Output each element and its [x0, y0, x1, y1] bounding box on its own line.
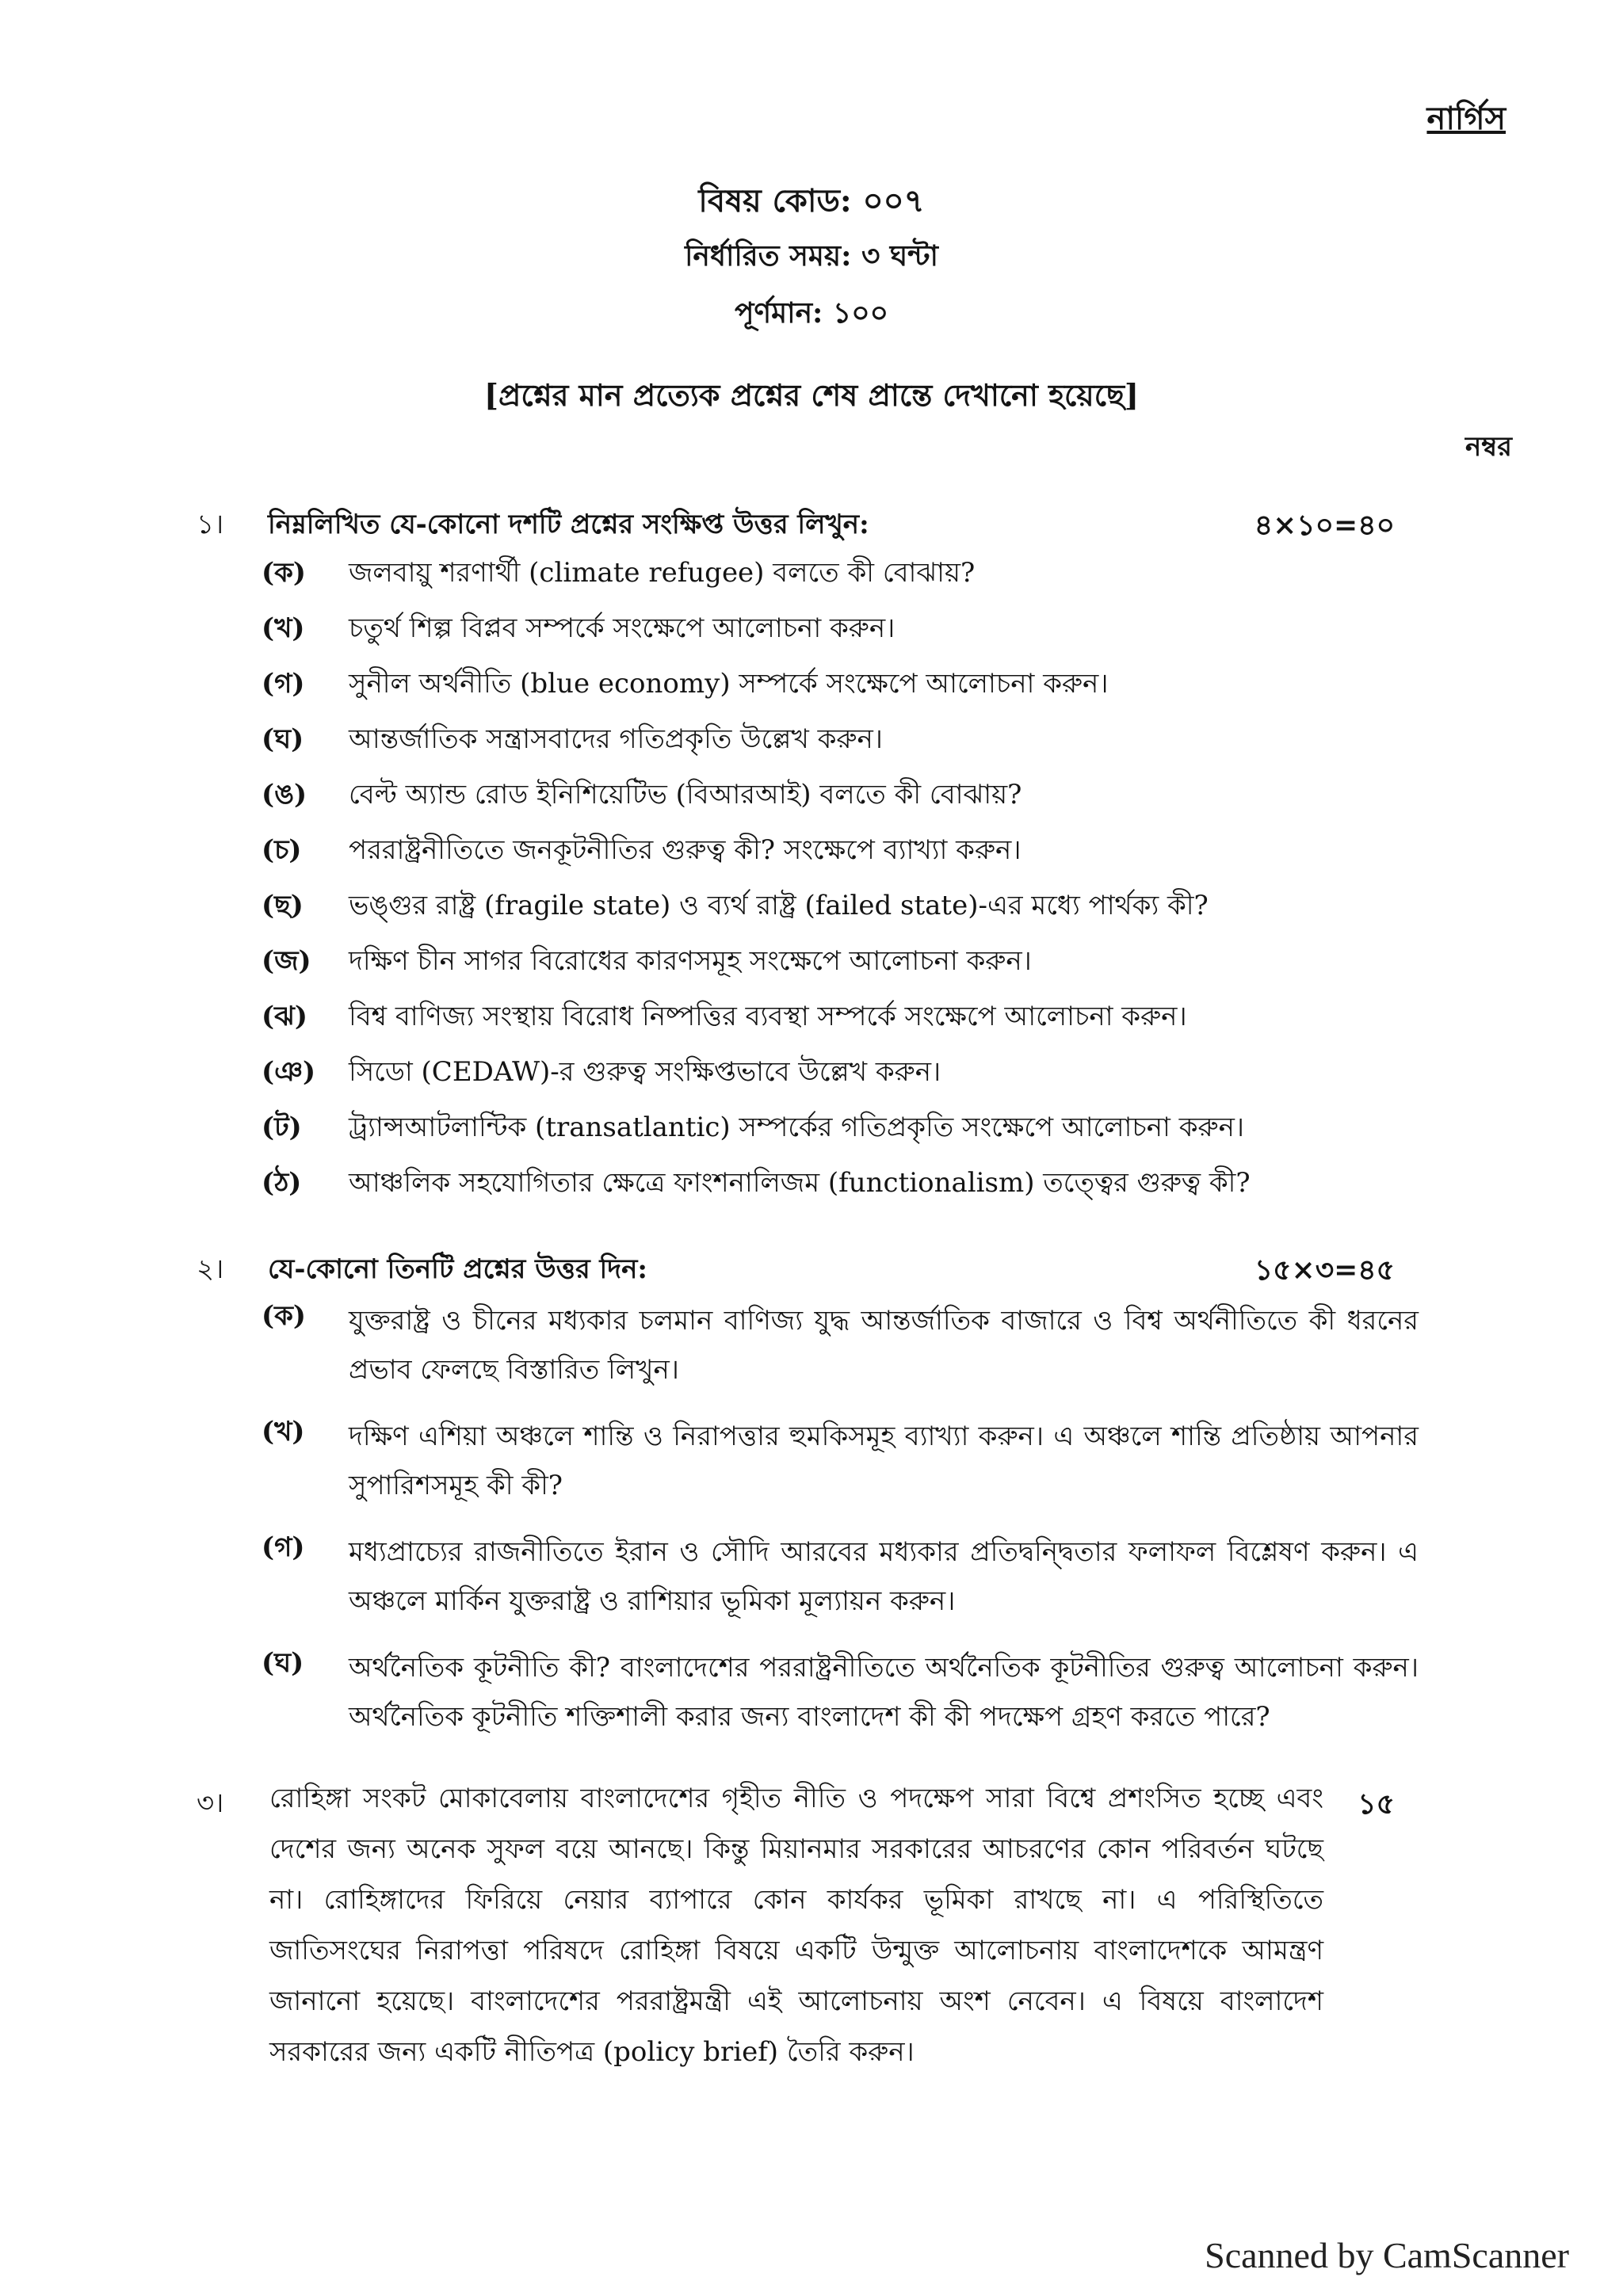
subquestion-text: দক্ষিণ এশিয়া অঞ্চলে শান্তি ও নিরাপত্তার হুমকিসমূহ ব্যাখ্যা করুন। এ অঞ্চলে শান্তি প্রতিষ্ঠায় আপনার সুপারিশসমূহ কী কী? [349, 1421, 1419, 1501]
subquestion-text: বেল্ট অ্যান্ড রোড ইনিশিয়েটিভ (বিআরআই) বলতে কী বোঝায়? [349, 779, 1022, 810]
subquestion [262, 941, 1419, 981]
subquestion-label: (খ) [262, 612, 305, 644]
subquestion [262, 1163, 1419, 1203]
subquestion-text: সিডো (CEDAW)-র গুরুত্ব সংক্ষিপ্তভাবে উল্লেখ করুন। [349, 1056, 941, 1088]
subject-code: বিষয় কোড: ০০৭ [698, 182, 925, 219]
subquestion [262, 886, 1419, 925]
subquestion-label: (ঘ) [262, 1647, 304, 1679]
subquestion [262, 1296, 1419, 1394]
scanner-watermark: Scanned by CamScanner [1205, 2235, 1569, 2275]
question-3-number: ৩। [197, 1787, 224, 1819]
subquestion [262, 1108, 1419, 1147]
question-2-marks: ১৫×৩=৪৫ [1254, 1253, 1395, 1287]
subquestion-label: (ক) [262, 1300, 306, 1332]
subquestion-text: ভঙ্গুর রাষ্ট্র (fragile state) ও ব্যর্থ রাষ্ট্র (failed state)-এর মধ্যে পার্থক্য কী? [349, 890, 1209, 921]
paper-code: নার্গিস [1426, 100, 1506, 137]
subquestion-text: আঞ্চলিক সহযোগিতার ক্ষেত্রে ফাংশনালিজম (functionalism) তত্ত্বের গুরুত্ব কী? [349, 1167, 1251, 1199]
subquestion-label: (গ) [262, 1531, 305, 1563]
marks-column-label: নম্বর [1465, 431, 1512, 463]
subquestion [262, 1412, 1419, 1510]
subquestion-label: (ঙ) [262, 779, 307, 810]
subquestion-label: (ঞ) [262, 1056, 316, 1088]
subquestion [262, 1052, 1419, 1092]
subquestion-label: (চ) [262, 834, 302, 866]
subquestion-text: দক্ষিণ চীন সাগর বিরোধের কারণসমূহ সংক্ষেপে আলোচনা করুন। [349, 945, 1032, 977]
subquestion-label: (ট) [262, 1112, 302, 1143]
subquestion-text: চতুর্থ শিল্প বিপ্লব সম্পর্কে সংক্ষেপে আলোচনা করুন। [349, 612, 896, 644]
subquestion [262, 1527, 1419, 1626]
subquestion-label: (জ) [262, 945, 311, 977]
subquestion-label: (খ) [262, 1416, 305, 1447]
question-1-heading: নিম্নলিখিত যে-কোনো দশটি প্রশ্নের সংক্ষিপ্ত উত্তর লিখুন: [268, 509, 869, 540]
subquestion [262, 608, 1419, 648]
full-marks: পূর্ণমান: ১০০ [734, 296, 889, 330]
subquestion [262, 775, 1419, 814]
subquestion [262, 664, 1419, 704]
subquestion [262, 553, 1419, 593]
subquestion-label: (ছ) [262, 890, 304, 921]
question-2-number: ২। [197, 1253, 224, 1285]
question-1-marks: ৪×১০=৪০ [1254, 509, 1395, 542]
subquestion-text: মধ্যপ্রাচ্যের রাজনীতিতে ইরান ও সৌদি আরবের মধ্যকার প্রতিদ্বন্দ্বিতার ফলাফল বিশ্লেষণ করুন। এ অঞ্চলে মার্কিন যুক্তরাষ্ট্র ও রাশিয়ার ভূমিকা মূল্যায়ন করুন। [349, 1536, 1419, 1617]
subquestion-label: (ঘ) [262, 723, 304, 755]
subquestion-text: পররাষ্ট্রনীতিতে জনকূটনীতির গুরুত্ব কী? সংক্ষেপে ব্যাখ্যা করুন। [349, 834, 1022, 866]
subquestion-label: (গ) [262, 668, 305, 700]
subquestion-label: (ক) [262, 557, 306, 589]
subquestion [262, 997, 1419, 1036]
question-3-marks: ১৫ [1358, 1787, 1395, 1821]
subquestion-text: বিশ্ব বাণিজ্য সংস্থায় বিরোধ নিষ্পত্তির ব্যবস্থা সম্পর্কে সংক্ষেপে আলোচনা করুন। [349, 1001, 1187, 1032]
subquestion-text: অর্থনৈতিক কূটনীতি কী? বাংলাদেশের পররাষ্ট্রনীতিতে অর্থনৈতিক কূটনীতির গুরুত্ব আলোচনা করুন। অর্থনৈতিক কূটনীতি শক্তিশালী করার জন্য বাংলাদেশ কী কী পদক্ষেপ গ্রহণ করতে পারে? [349, 1652, 1419, 1733]
subquestion [262, 1643, 1419, 1741]
question-1-subquestions [262, 553, 1419, 1219]
subquestion-text: যুক্তরাষ্ট্র ও চীনের মধ্যকার চলমান বাণিজ্য যুদ্ধ আন্তর্জাতিক বাজারে ও বিশ্ব অর্থনীতিতে কী ধরনের প্রভাব ফেলছে বিস্তারিত লিখুন। [349, 1305, 1419, 1386]
subquestion-text: ট্র্যান্সআটলান্টিক (transatlantic) সম্পর্কের গতিপ্রকৃতি সংক্ষেপে আলোচনা করুন। [349, 1112, 1245, 1143]
marks-note: [প্রশ্নের মান প্রত্যেক প্রশ্নের শেষ প্রান্তে দেখানো হয়েছে] [484, 377, 1139, 413]
question-3-text: রোহিঙ্গা সংকট মোকাবেলায় বাংলাদেশের গৃহীত নীতি ও পদক্ষেপ সারা বিশ্বে প্রশংসিত হচ্ছে এবং দেশের জন্য অনেক সুফল বয়ে আনছে। কিন্তু মিয়ানমার সরকারের আচরণের কোন পরিবর্তন ঘটছে না। রোহিঙ্গাদের ফিরিয়ে নেয়ার ব্যাপারে কোন কার্যকর ভূমিকা রাখছে না। এ পরিস্থিতিতে জাতিসংঘের নিরাপত্তা পরিষদে রোহিঙ্গা বিষয়ে একটি উন্মুক্ত আলোচনায় বাংলাদেশকে আমন্ত্রণ জানানো হয়েছে। বাংলাদেশের পররাষ্ট্রমন্ত্রী এই আলোচনায় অংশ নেবেন। এ বিষয়ে বাংলাদেশ সরকারের জন্য একটি নীতিপত্র (policy brief) তৈরি করুন। [269, 1783, 1323, 2068]
subquestion-label: (ঝ) [262, 1001, 307, 1032]
question-1-number: ১। [197, 509, 224, 540]
subquestion [262, 719, 1419, 759]
question-2-heading: যে-কোনো তিনটি প্রশ্নের উত্তর দিন: [268, 1253, 647, 1285]
subquestion [262, 830, 1419, 870]
subquestion-text: জলবায়ু শরণার্থী (climate refugee) বলতে কী বোঝায়? [349, 557, 976, 589]
question-2-subquestions [262, 1296, 1419, 1759]
subquestion-label: (ঠ) [262, 1167, 302, 1199]
subquestion-text: সুনীল অর্থনীতি (blue economy) সম্পর্কে সংক্ষেপে আলোচনা করুন। [349, 668, 1109, 700]
time-allowed: নির্ধারিত সময়: ৩ ঘন্টা [685, 239, 938, 273]
subquestion-text: আন্তর্জাতিক সন্ত্রাসবাদের গতিপ্রকৃতি উল্লেখ করুন। [349, 723, 883, 755]
